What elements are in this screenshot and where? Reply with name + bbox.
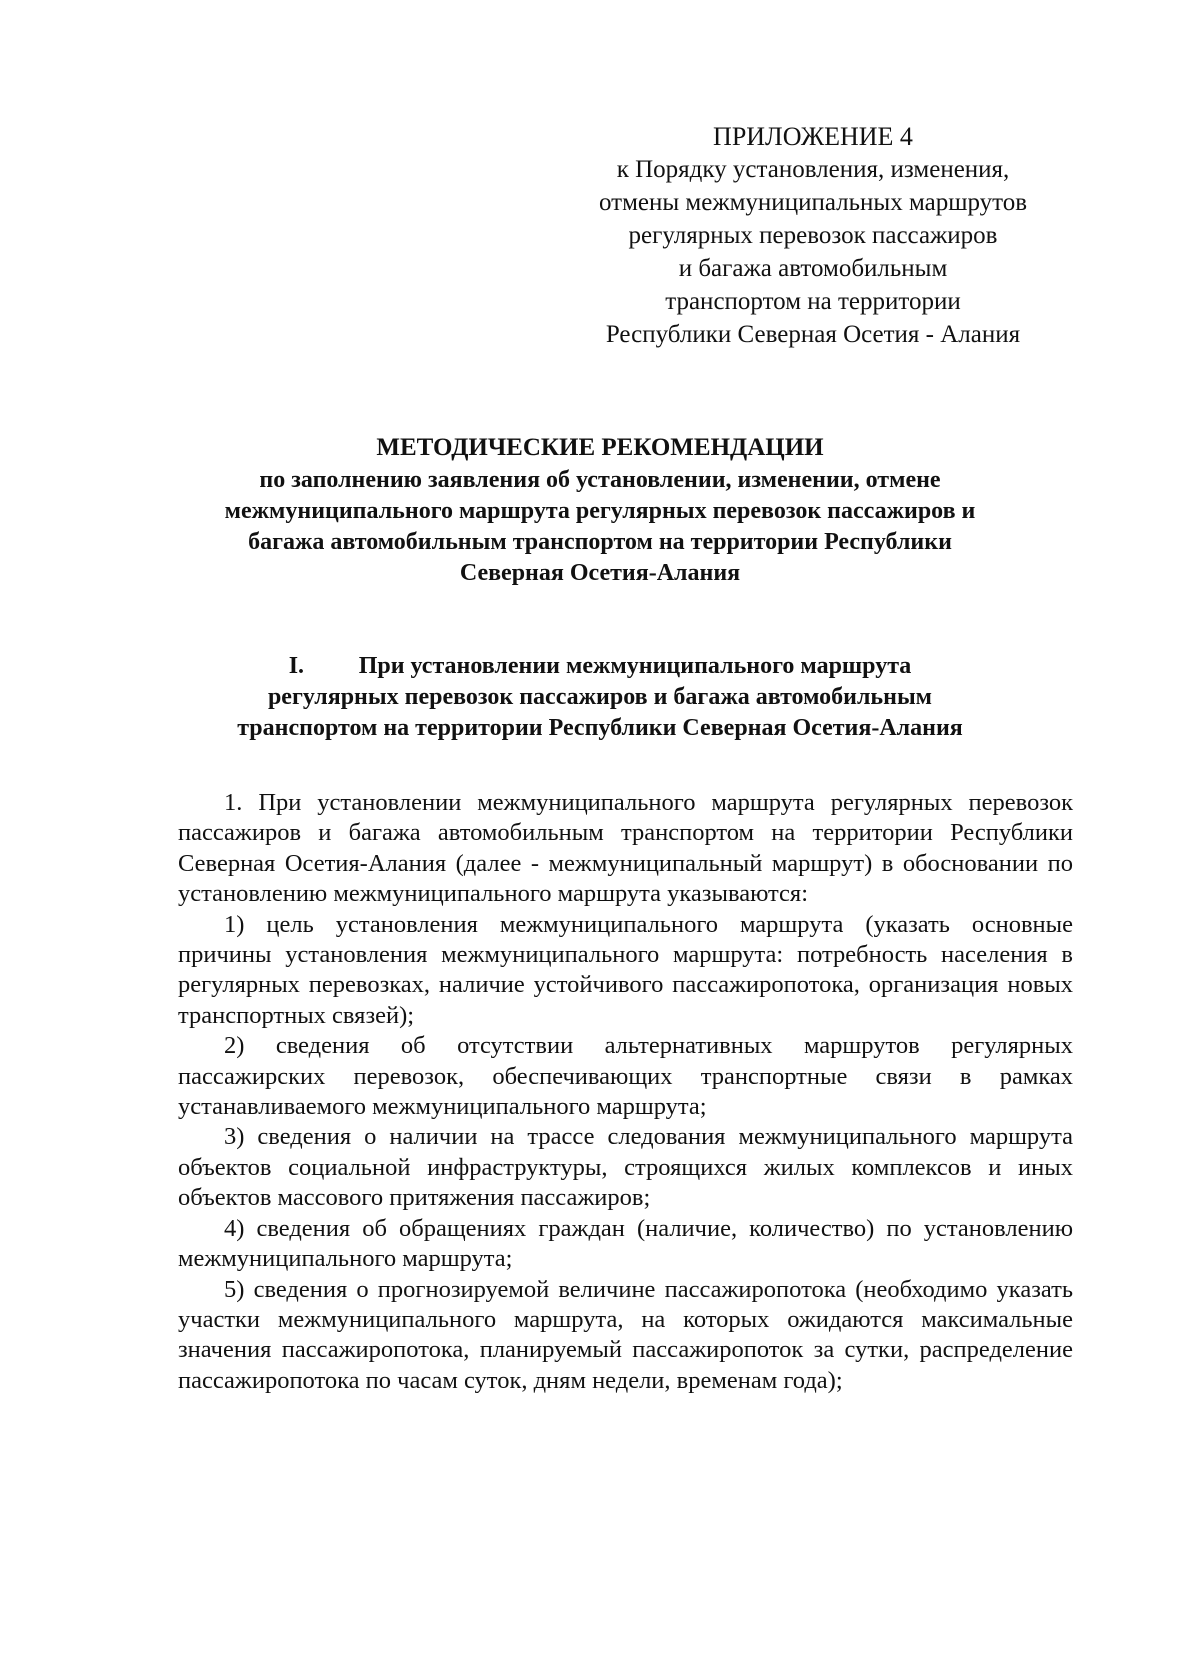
appendix-title: ПРИЛОЖЕНИЕ 4: [713, 122, 913, 151]
paragraph: 5) сведения о прогнозируемой величине пассажиропотока (необходимо указать участки межмуниципального маршрута, на которых ожидаются максимальные значения пассажиропотока, планируемый пассажиропоток за сутки, распределение пассажиропотока по часам суток, дням недели, временам года);: [178, 1275, 1073, 1394]
document-subtitle-line: Северная Осетия-Алания: [459, 560, 741, 586]
appendix-line: и багажа автомобильным: [678, 255, 948, 282]
appendix-line: транспортом на территории: [665, 288, 961, 315]
document-heading: [150, 432, 1050, 589]
paragraph: 1. При установлении межмуниципального маршрута регулярных перевозок пассажиров и багажа автомобильным транспортом на территории Республики Северная Осетия-Алания (далее - межмуниципальный маршрут) в обосновании по установлению межмуниципального маршрута указываются:: [178, 789, 1073, 908]
paragraph: 4) сведения об обращениях граждан (наличие, количество) по установлению межмуниципального маршрута;: [178, 1214, 1073, 1273]
section-heading-line: регулярных перевозок пассажиров и багажа автомобильным: [267, 684, 933, 710]
section-title-part: При установлении межмуниципального маршрута: [358, 653, 912, 679]
appendix-line: отмены межмуниципальных маршрутов: [598, 189, 1028, 216]
section-heading-line: транспортом на территории Республики Северная Осетия-Алания: [237, 715, 963, 741]
section-number: I.: [288, 653, 305, 679]
section-heading: [150, 651, 1050, 744]
appendix-line: Республики Северная Осетия - Алания: [605, 321, 1021, 348]
document-body: [178, 788, 1073, 1396]
section-heading-line: [150, 651, 1050, 682]
document-subtitle-line: багажа автомобильным транспортом на территории Республики: [248, 529, 952, 555]
document-subtitle-line: межмуниципального маршрута регулярных перевозок пассажиров и: [224, 498, 976, 524]
paragraph: 1) цель установления межмуниципального маршрута (указать основные причины установления межмуниципального маршрута: потребность населения в регулярных перевозках, наличие устойчивого пассажиропотока, организация новых транспортных связей);: [178, 910, 1073, 1029]
document-subtitle-line: по заполнению заявления об установлении, изменении, отмене: [259, 467, 941, 493]
paragraph: 2) сведения об отсутствии альтернативных маршрутов регулярных пассажирских перевозок, обеспечивающих транспортные связи в рамках устанавливаемого межмуниципального маршрута;: [178, 1032, 1073, 1121]
document-title: МЕТОДИЧЕСКИЕ РЕКОМЕНДАЦИИ: [376, 434, 824, 461]
appendix-block: [578, 120, 1048, 351]
paragraph: 3) сведения о наличии на трассе следования межмуниципального маршрута объектов социальной инфраструктуры, строящихся жилых комплексов и иных объектов массового притяжения пассажиров;: [178, 1123, 1073, 1212]
appendix-line: к Порядку установления, изменения,: [616, 156, 1010, 183]
appendix-line: регулярных перевозок пассажиров: [628, 222, 998, 249]
